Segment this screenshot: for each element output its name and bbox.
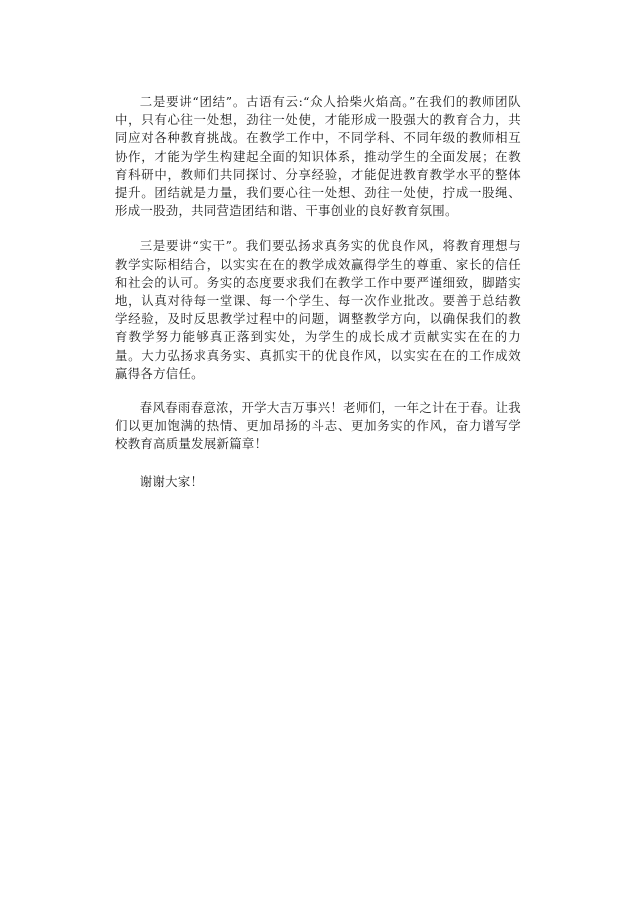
document-body xyxy=(115,93,521,509)
paragraph-hard-work: 三是要讲“实干”。我们要弘扬求真务实的优良作风，将教育理想与教学实际相结合，以实实在在的教学成效赢得学生的尊重、家长的信任和社会的认可。务实的态度要求我们在教学工作中要严谨细致，脚踏实地，认真对待每一堂课、每一个学生、每一次作业批改。要善于总结教学经验，及时反思教学过程中的问题，调整教学方向，以确保我们的教育教学努力能够真正落到实处，为学生的成长成才贡献实实在在的力量。大力弘扬求真务实、真抓实干的优良作风，以实实在在的工作成效赢得各方信任。 xyxy=(115,238,521,381)
paragraph-thanks: 谢谢大家！ xyxy=(139,473,204,489)
paragraph-unity: 二是要讲“团结”。古语有云:“众人拾柴火焰高。”在我们的教师团队中，只有心往一处想，劲往一处使，才能形成一股强大的教育合力，共同应对各种教育挑战。在教学工作中，不同学科、不同年级的教师相互协作，才能为学生构建起全面的知识体系，推动学生的全面发展；在教育科研中，教师们共同探讨、分享经验，才能促进教育教学水平的整体提升。团结就是力量，我们要心往一处想、劲往一处使，拧成一股绳、形成一股劲，共同营造团结和谐、干事创业的良好教育氛围。 xyxy=(115,94,521,219)
paragraph-closing: 春风春雨春意浓，开学大吉万事兴！老师们，一年之计在于春。让我们以更加饱满的热情、更加昂扬的斗志、更加务实的作风，奋力谱写学校教育高质量发展新篇章！ xyxy=(115,400,521,452)
